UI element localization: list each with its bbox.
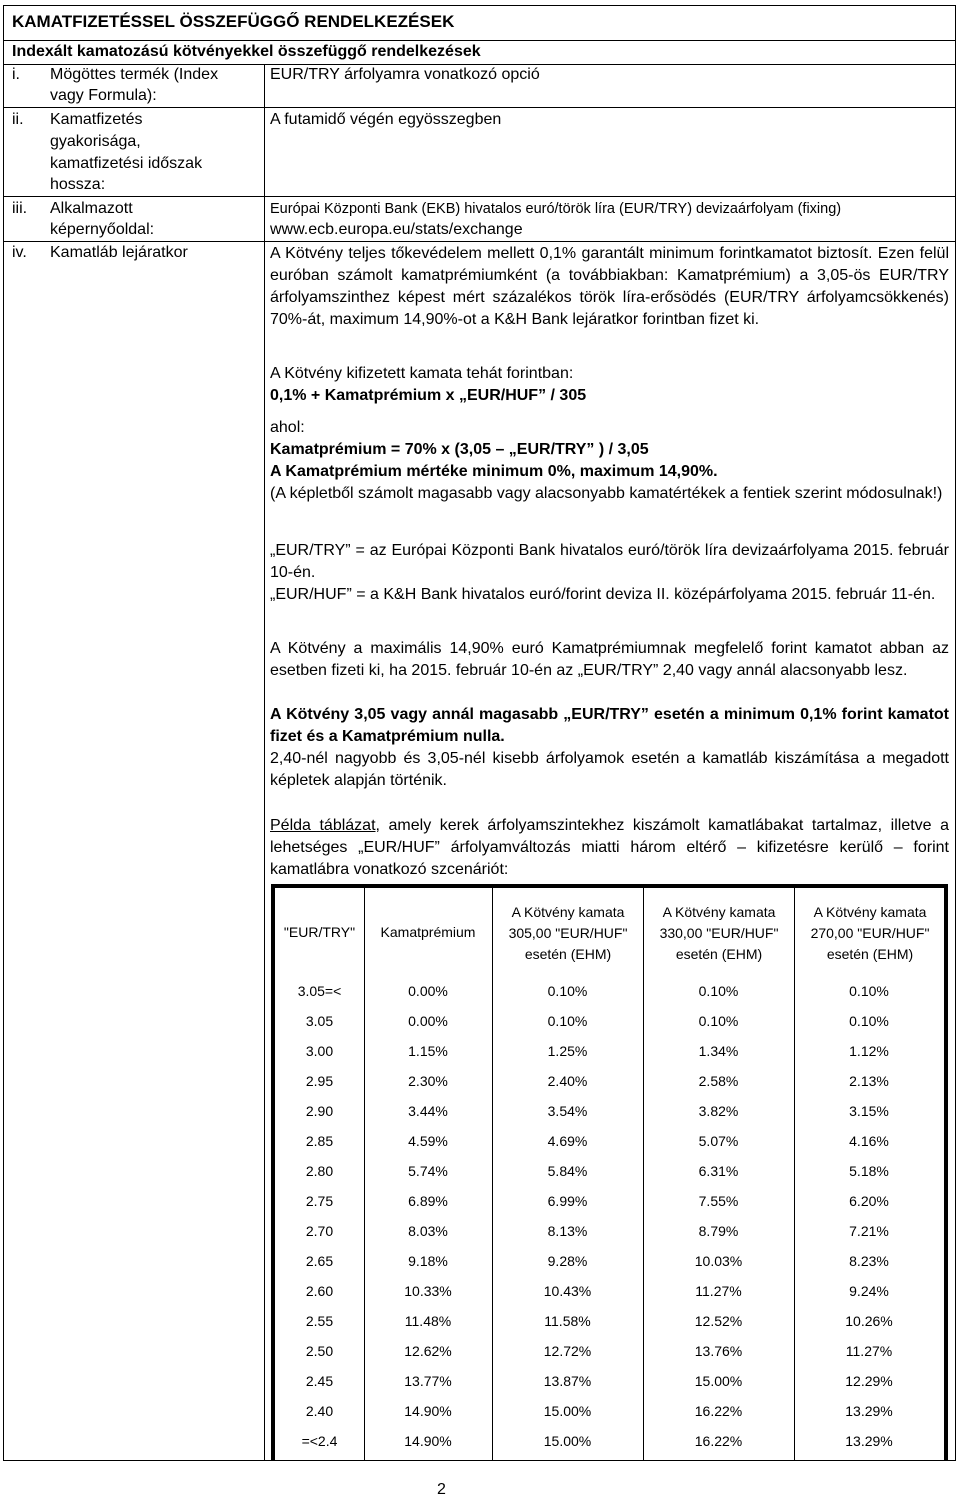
row-value: EUR/TRY árfolyamra vonatkozó opció (270, 66, 540, 83)
table-cell: 0.10% (547, 983, 588, 999)
table-cell: 16.22% (694, 1403, 743, 1419)
table-cell: 8.23% (849, 1253, 889, 1269)
row-number: iii. (12, 200, 28, 217)
table-header: "EUR/TRY" (283, 924, 356, 940)
table-cell: 11.27% (695, 1283, 742, 1299)
table-cell: 13.29% (845, 1403, 893, 1419)
table-cell: 13.76% (694, 1343, 743, 1359)
row-value: Európai Központi Bank (EKB) hivatalos euró/török líra (EUR/TRY) devizaárfolyam (fixing) (270, 201, 842, 217)
table-cell: 1.12% (849, 1043, 889, 1059)
table-cell: 10.43% (543, 1283, 592, 1299)
table-cell: 2.90 (305, 1103, 334, 1119)
row-label: Kamatláb lejáratkor (50, 244, 188, 261)
table-cell: 0.10% (698, 1013, 739, 1029)
example-table (271, 884, 948, 1461)
table-cell: 9.24% (849, 1283, 889, 1299)
column-divider (264, 64, 265, 1461)
table-cell: =<2.4 (301, 1433, 338, 1449)
table-header: Kamatprémium (380, 924, 476, 940)
table-cell: 2.70 (305, 1223, 334, 1239)
row-number: iv. (12, 244, 27, 261)
table-cell: 3.54% (547, 1103, 588, 1119)
table-cell: 11.48% (404, 1313, 452, 1329)
table-cell: 2.30% (408, 1073, 448, 1089)
table-cell: 0.00% (408, 983, 448, 999)
table-cell: 1.34% (698, 1043, 739, 1059)
definition: „EUR/HUF” = a K&H Bank hivatalos euró/forint deviza II. középárfolyama 2015. február 11-én. (270, 586, 936, 603)
table-cell: 15.00% (694, 1373, 743, 1389)
formula: 0,1% + Kamatprémium x „EUR/HUF” / 305 (270, 387, 587, 404)
table-cell: 10.33% (404, 1283, 452, 1299)
row-number: ii. (12, 111, 24, 128)
row-label: vagy Formula): (50, 87, 157, 104)
table-cell: 13.77% (404, 1373, 452, 1389)
table-cell: 7.21% (849, 1223, 889, 1239)
section-subtitle: Indexált kamatozású kötvényekkel összefüggő rendelkezések (12, 43, 481, 60)
formula: Kamatprémium = 70% x (3,05 – „EUR/TRY” ) / 3,05 (270, 441, 649, 458)
row-label: Alkalmazott (50, 200, 133, 217)
table-cell: 1.15% (408, 1043, 448, 1059)
paragraph-text: amely kerek árfolyamszintekhez kiszámolt kamatlábakat tartalmaz, illetve a lehetséges „EUR/HUF” árfolyamváltozás miatti három eltérő – kifizetésre kerülő – forint kamatlábra vonatkozó szcenáriót: (270, 817, 950, 878)
table-cell: 6.99% (547, 1193, 588, 1209)
table-cell: 12.62% (404, 1343, 452, 1359)
table-cell: 8.13% (547, 1223, 588, 1239)
table-cell: 2.40% (547, 1073, 588, 1089)
table-cell: 2.85 (305, 1133, 334, 1149)
table-cell: 6.89% (408, 1193, 448, 1209)
table-cell: 7.55% (698, 1193, 739, 1209)
row-label: képernyőoldal: (50, 221, 155, 238)
row-label: Mögöttes termék (Index (50, 66, 219, 83)
table-cell: 2.45 (305, 1373, 334, 1389)
row-value: A futamidő végén egyösszegben (270, 111, 502, 128)
table-cell: 12.52% (694, 1313, 743, 1329)
table-cell: 14.90% (404, 1403, 452, 1419)
table-cell: 15.00% (543, 1433, 592, 1449)
divider (3, 196, 956, 197)
table-cell: 16.22% (694, 1433, 743, 1449)
paragraph: A Kötvény teljes tőkevédelem mellett 0,1% garantált minimum forintkamatot biztosít. Ezen felül euróban számolt kamatprémiumként (a továbbiakban: Kamatprémium) a 3,05-ös EUR/TRY árfolyamszinthez képest mért százalékos török líra-erősödés (EUR/TRY árfolyamcsökkenés) 70%-át, maximum 14,90%-ot a K&H Bank lejáratkor forintban fizet ki. (270, 245, 949, 328)
table-cell: 2.55 (305, 1313, 334, 1329)
table-cell: 11.27% (845, 1343, 893, 1359)
underlined-text: Példa táblázat, (270, 817, 380, 834)
table-cell: 5.84% (547, 1163, 588, 1179)
table-cell: 2.58% (698, 1073, 739, 1089)
table-cell: 15.00% (543, 1403, 592, 1419)
table-cell: 3.05=< (297, 983, 342, 999)
table-cell: 0.10% (698, 983, 739, 999)
table-cell: 10.03% (694, 1253, 743, 1269)
table-cell: 3.15% (849, 1103, 889, 1119)
table-cell: 4.59% (408, 1133, 448, 1149)
table-intro (270, 815, 949, 881)
table-cell: 13.87% (543, 1373, 592, 1389)
divider (3, 107, 956, 108)
table-cell: 12.29% (845, 1373, 893, 1389)
table-cell: 8.03% (408, 1223, 448, 1239)
paragraph: A Kötvény a maximális 14,90% euró Kamatprémiumnak megfelelő forint kamatot abban az esetben fizeti ki, ha 2015. február 10-én az „EUR/TRY” 2,40 vagy annál alacsonyabb lesz. (270, 640, 949, 679)
table-cell: 2.80 (305, 1163, 334, 1179)
table-cell: 4.69% (547, 1133, 588, 1149)
table-cell: 2.95 (305, 1073, 334, 1089)
table-cell: 14.90% (404, 1433, 452, 1449)
table-cell: 5.07% (698, 1133, 739, 1149)
formula: A Kamatprémium mértéke minimum 0%, maximum 14,90%. (270, 463, 718, 480)
table-cell: 0.10% (547, 1013, 588, 1029)
table-cell: 9.18% (408, 1253, 448, 1269)
table-cell: 5.18% (849, 1163, 889, 1179)
table-cell: 0.10% (849, 983, 889, 999)
row-label: hossza: (50, 176, 106, 193)
table-header: A Kötvény kamata 270,00 "EUR/HUF" esetén (EHM) (810, 904, 930, 962)
table-cell: 9.28% (547, 1253, 588, 1269)
table-cell: 2.50 (305, 1343, 334, 1359)
table-cell: 11.58% (544, 1313, 591, 1329)
table-cell: 2.40 (305, 1403, 334, 1419)
paragraph: A Kötvény kifizetett kamata tehát forintban: (270, 365, 574, 382)
table-cell: 13.29% (845, 1433, 893, 1449)
table-header: A Kötvény kamata 305,00 "EUR/HUF" esetén (EHM) (508, 904, 628, 962)
table-cell: 10.26% (845, 1313, 893, 1329)
table-cell: 3.00 (305, 1043, 334, 1059)
definition: „EUR/TRY” = az Európai Központi Bank hivatalos euró/török líra devizaárfolyama 2015. február 10-én. (270, 542, 949, 581)
table-cell: 3.44% (408, 1103, 448, 1119)
table-cell: 12.72% (543, 1343, 592, 1359)
note: (A képletből számolt magasabb vagy alacsonyabb kamatértékek a fentiek szerint módosulnak!) (270, 485, 943, 502)
label: ahol: (270, 419, 305, 436)
table-cell: 8.79% (698, 1223, 739, 1239)
table-cell: 2.65 (305, 1253, 334, 1269)
table-cell: 6.20% (849, 1193, 889, 1209)
paragraph: A Kötvény 3,05 vagy annál magasabb „EUR/TRY” esetén a minimum 0,1% forint kamatot fizet és a Kamatprémium nulla. (270, 706, 949, 745)
table-cell: 0.10% (849, 1013, 889, 1029)
table-cell: 2.60 (305, 1283, 334, 1299)
table-cell: 4.16% (849, 1133, 889, 1149)
row-number: i. (12, 66, 20, 83)
row-label: kamatfizetési időszak (50, 155, 203, 172)
ecb-link[interactable]: www.ecb.europa.eu/stats/exchange (270, 221, 523, 238)
paragraph: 2,40-nél nagyobb és 3,05-nél kisebb árfolyamok esetén a kamatláb kiszámítása a megadott képletek alapján történik. (270, 750, 949, 789)
table-cell: 5.74% (408, 1163, 448, 1179)
page-title: KAMATFIZETÉSSEL ÖSSZEFÜGGŐ RENDELKEZÉSEK (12, 12, 455, 31)
table-cell: 3.05 (305, 1013, 334, 1029)
table-cell: 3.82% (698, 1103, 739, 1119)
page-number: 2 (437, 1481, 446, 1498)
table-header: A Kötvény kamata 330,00 "EUR/HUF" esetén (EHM) (659, 904, 779, 962)
row-label: Kamatfizetés (50, 111, 143, 128)
table-cell: 1.25% (547, 1043, 588, 1059)
table-cell: 6.31% (698, 1163, 739, 1179)
table-cell: 0.00% (408, 1013, 448, 1029)
row-label: gyakorisága, (50, 133, 141, 150)
table-cell: 2.13% (849, 1073, 889, 1089)
table-cell: 2.75 (305, 1193, 334, 1209)
